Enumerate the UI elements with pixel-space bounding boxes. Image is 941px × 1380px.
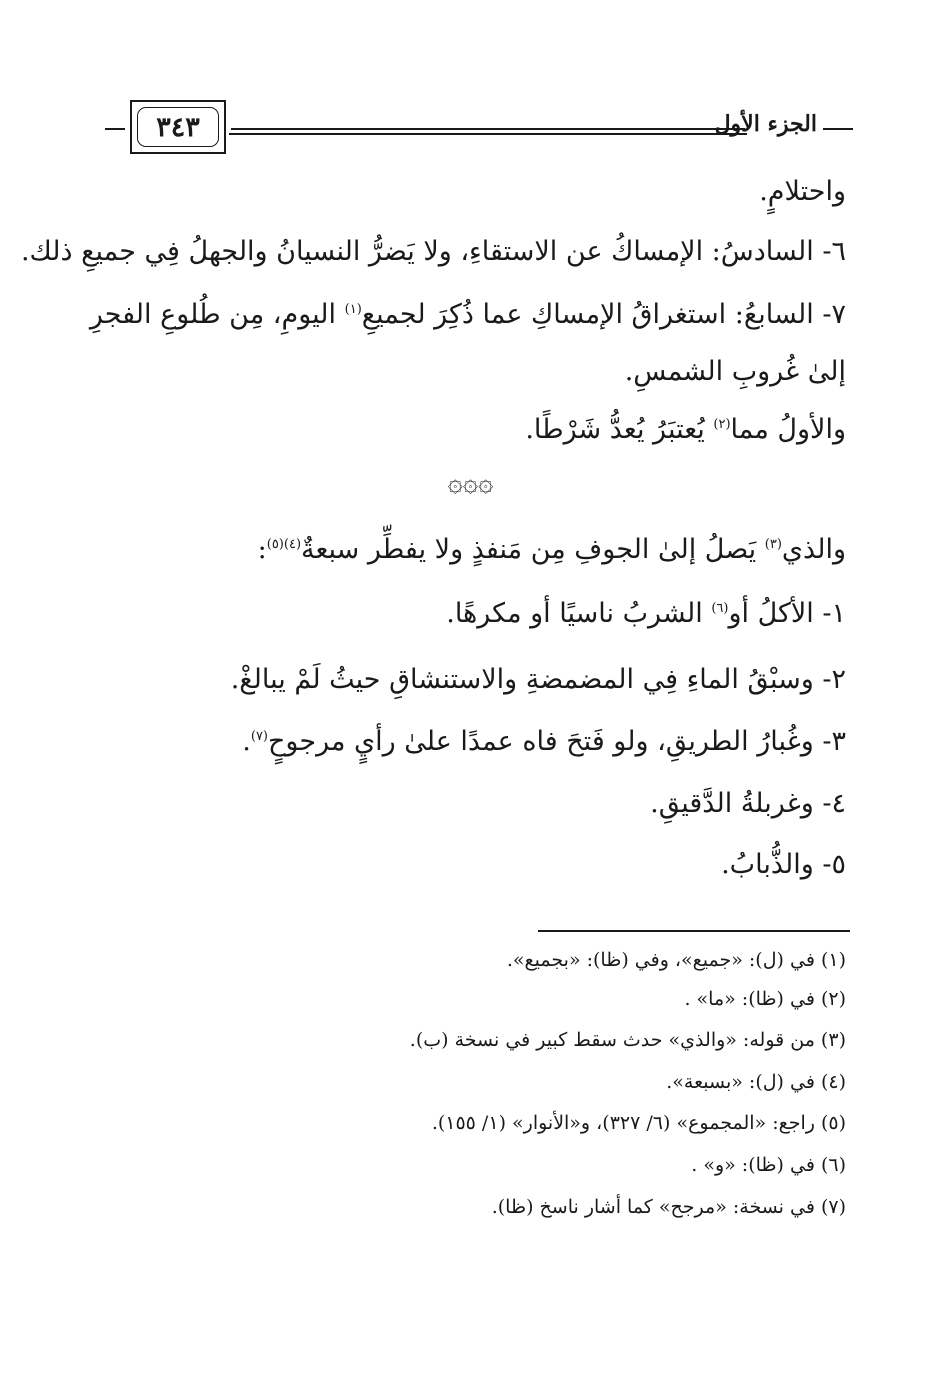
text-run: . (242, 726, 251, 757)
body-line-7 (446, 594, 846, 634)
text-run: والذي (781, 534, 846, 565)
body-line-2: ٦- السادسُ: الإمساكُ عن الاستقاءِ، ولا يَضرُّ النسيانُ والجهلُ فِي جميعِ ذلك. (20, 236, 846, 267)
text-run: الشربُ ناسيًا أو مكرهًا. (446, 598, 703, 629)
footnote-marker: (٦) (711, 601, 729, 616)
page-number-box (130, 100, 226, 154)
footnote-marker: (٧) (250, 729, 268, 744)
header-rule-middle-thin (229, 133, 747, 135)
footnote-marker: (٤) (283, 537, 302, 552)
section-ornament: ۞۞۞ (447, 468, 494, 498)
text-run: يَصلُ إلىٰ الجوفِ مِن مَنفذٍ ولا يفطِّر سبعةٌ (301, 534, 757, 565)
text-run: ٣- وغُبارُ الطريقِ، ولو فَتحَ فاه عمدًا علىٰ رأيٍ مرجوحٍ (268, 726, 846, 757)
body-line-4: إلىٰ غُروبِ الشمسِ. (624, 356, 846, 387)
body-line-8: ٢- وسبْقُ الماءِ فِي المضمضةِ والاستنشاقِ حيثُ لَمْ يبالغْ. (230, 664, 846, 695)
footnote-marker: (٥) (266, 537, 284, 552)
footnote-7: (٧) في نسخة: «مرجح» كما أشار ناسخ (ظا). (491, 1196, 846, 1218)
header-rule-middle (231, 128, 745, 130)
footnote-4: (٤) في (ل): «بسبعة». (666, 1071, 846, 1093)
body-line-6 (258, 530, 846, 570)
text-run: يُعتبَرُ يُعدُّ شَرْطًا. (525, 414, 705, 445)
page-number: ٣٤٣ (137, 107, 219, 147)
footnote-6: (٦) في (ظا): «و» . (691, 1154, 846, 1176)
body-line-9 (242, 722, 846, 762)
body-line-3 (89, 295, 846, 335)
footnote-3: (٣) من قوله: «والذي» حدث سقط كبير في نسخة (ب). (409, 1029, 846, 1051)
footnote-marker: (٣) (764, 537, 782, 552)
body-line-5 (525, 410, 846, 450)
volume-title: الجزء الأول (714, 111, 817, 137)
header-rule-right (823, 128, 853, 130)
text-run: اليومِ، مِن طُلوعِ الفجرِ (89, 299, 337, 330)
footnote-1: (١) في (ل): «جميع»، وفي (ظا): «بجميع». (506, 949, 846, 971)
body-line-10: ٤- وغربلةُ الدَّقيقِ. (650, 788, 846, 819)
text-run: ١- الأكلُ أو (728, 598, 846, 629)
footnote-2: (٢) في (ظا): «ما» . (684, 988, 846, 1010)
footnote-marker: (١) (344, 302, 362, 317)
footnote-5: (٥) راجع: «المجموع» (٦/ ٣٢٧)، و«الأنوار» (١/ ١٥٥). (431, 1112, 846, 1134)
text-run: ٧- السابعُ: استغراقُ الإمساكِ عما ذُكِرَ لجميعِ (361, 299, 846, 330)
header-rule-left (105, 128, 125, 130)
body-line-1: واحتلامٍ. (759, 176, 846, 207)
text-run: : (257, 534, 267, 565)
text-run: والأولُ مما (730, 414, 846, 445)
page-header (105, 100, 853, 160)
footnote-marker: (٢) (713, 417, 731, 432)
body-line-11: ٥- والذُّبابُ. (721, 849, 846, 880)
footnote-separator (538, 930, 850, 932)
